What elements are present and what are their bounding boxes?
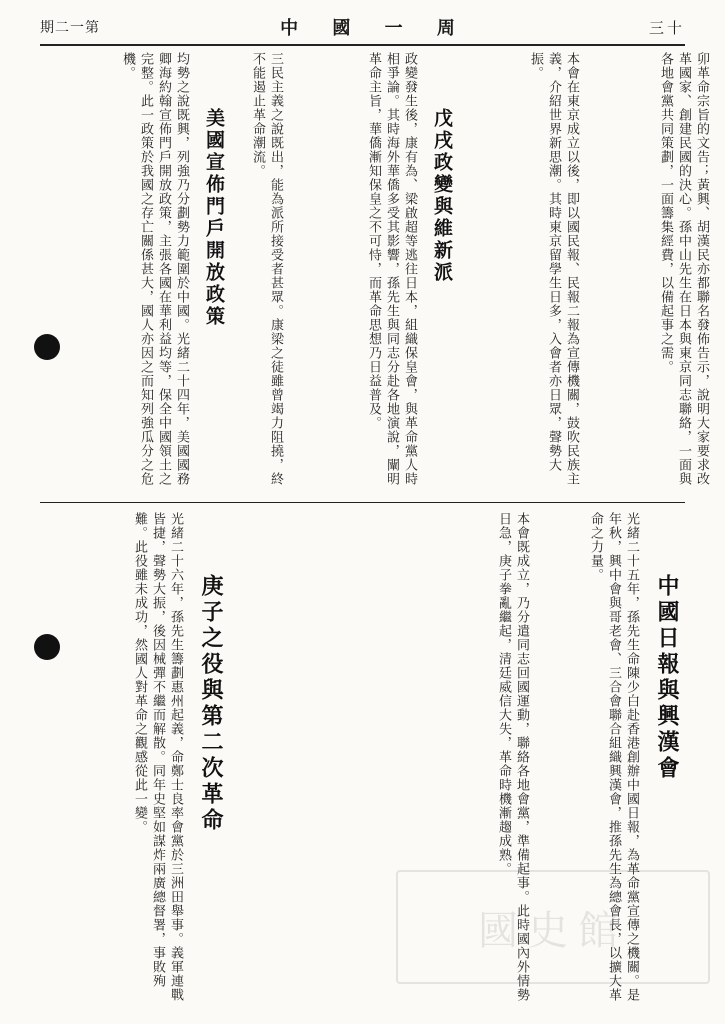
lower-column-2: 本會既成立，乃分遣同志回國運動，聯絡各地會黨，準備起事。此時國內外情勢日急，庚子拳亂繼起，清廷威信大失，革命時機漸趨成熟。 [496, 512, 529, 1002]
punch-hole-upper [34, 334, 60, 360]
section-title-china-daily-xinghan: 中國日報與興漢會 [654, 574, 680, 782]
upper-column-4: 三民主義之說既出，能為派所接受者甚眾。康梁之徒雖曾竭力阻撓，終不能遏止革命潮流。 [250, 52, 283, 486]
section-title-gengzi-revolution: 庚子之役與第二次革命 [198, 574, 224, 834]
publication-title: 中 國 一 周 [280, 18, 469, 39]
punch-hole-lower [34, 634, 60, 660]
upper-column-3: 政變發生後，康有為、梁啟超等逃往日本，組織保皇會，與革命黨人時相爭論。其時海外華僑多受其影響，孫先生與同志分赴各地演說，闡明革命主旨，華僑漸知保皇之不可恃，而革命思想乃日益普及。 [366, 52, 417, 486]
upper-column-5: 均勢之說既興，列強乃分劃勢力範圍於中國。光緒二十四年，美國國務卿海約翰宣佈門戶開放政策，主張各國在華利益均等，保全中國領土之完整。此一政策於我國之存亡關係甚大，國人亦因之而知列強瓜分之危機。 [120, 52, 189, 486]
lower-column-3: 光緒二十六年，孫先生籌劃惠州起義，命鄭士良率會黨於三洲田舉事。義軍連戰皆捷，聲勢大振，後因械彈不繼而解散。同年史堅如謀炸兩廣總督署，事敗殉難。此役雖未成功，然國人對革命之觀感從此一變。 [132, 512, 183, 1002]
page-number: 三十 [648, 18, 685, 37]
watermark-text: 國史館 [478, 907, 628, 954]
upper-column-2: 本會在東京成立以後，即以國民報、民報二報為宣傳機關，鼓吹民族主義，介紹世界新思潮。其時東京留學生日多，入會者亦日眾，聲勢大振。 [528, 52, 579, 486]
section-divider [40, 502, 685, 503]
running-header [40, 14, 685, 40]
upper-column-1: 卯革命宗旨的文告；黃興、胡漢民亦都聯名發佈告示，說明大家要求改革國家、創建民國的決心。孫中山先生在日本與東京同志聯絡，一面與各地會黨共同策劃，一面籌集經費，以備起事之需。 [658, 52, 709, 486]
header-rule [40, 44, 685, 46]
section-title-open-door-policy: 美國宣佈門戶開放政策 [203, 108, 225, 328]
lower-column-1: 光緒二十五年，孫先生命陳少白赴香港創辦中國日報，為革命黨宣傳之機關。是年秋，興中會與哥老會、三合會聯合組織興漢會，推孫先生為總會長，以擴大革命之力量。 [588, 512, 639, 1002]
issue-number: 期二一第 [40, 20, 100, 36]
section-title-wuxu-reform: 戊戌政變與維新派 [431, 108, 453, 284]
archive-watermark [396, 870, 710, 984]
